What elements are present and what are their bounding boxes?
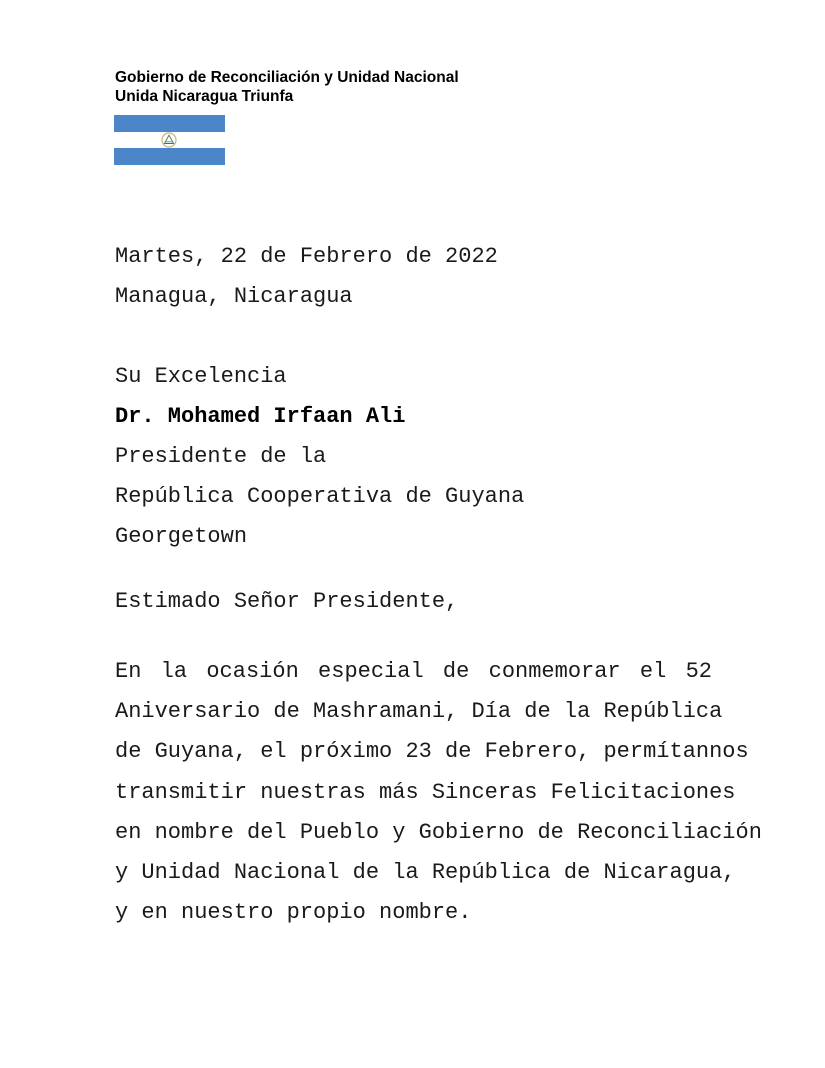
letterhead	[115, 68, 459, 106]
paragraph-line: y Unidad Nacional de la República de Nicaragua,	[115, 859, 736, 885]
recipient-role-line-1: Presidente de la	[115, 444, 327, 469]
nicaragua-flag-icon	[114, 115, 225, 165]
recipient-salutation-title: Su Excelencia	[115, 364, 287, 389]
letter-date: Martes, 22 de Febrero de 2022	[115, 244, 498, 269]
coat-of-arms-icon	[161, 132, 177, 148]
recipient-city: Georgetown	[115, 524, 248, 549]
recipient-role-line-2: República Cooperativa de Guyana	[115, 484, 525, 509]
paragraph-line: Aniversario de Mashramani, Día de la República	[115, 699, 723, 725]
letter-place: Managua, Nicaragua	[115, 284, 353, 309]
letter-body-paragraph	[115, 652, 762, 933]
letterhead-slogan: Unida Nicaragua Triunfa	[115, 88, 294, 105]
paragraph-line: en nombre del Pueblo y Gobierno de Reconciliación	[115, 819, 762, 845]
paragraph-line: transmitir nuestras más Sinceras Felicitaciones	[115, 779, 736, 805]
paragraph-line: de Guyana, el próximo 23 de Febrero, permítannos	[115, 739, 749, 765]
paragraph-line: En la ocasión especial de conmemorar el 52	[115, 659, 712, 684]
greeting: Estimado Señor Presidente,	[115, 589, 459, 614]
letterhead-government-name: Gobierno de Reconciliación y Unidad Nacional	[115, 69, 459, 86]
recipient-name: Dr. Mohamed Irfaan Ali	[115, 404, 406, 429]
paragraph-line: y en nuestro propio nombre.	[115, 900, 472, 926]
